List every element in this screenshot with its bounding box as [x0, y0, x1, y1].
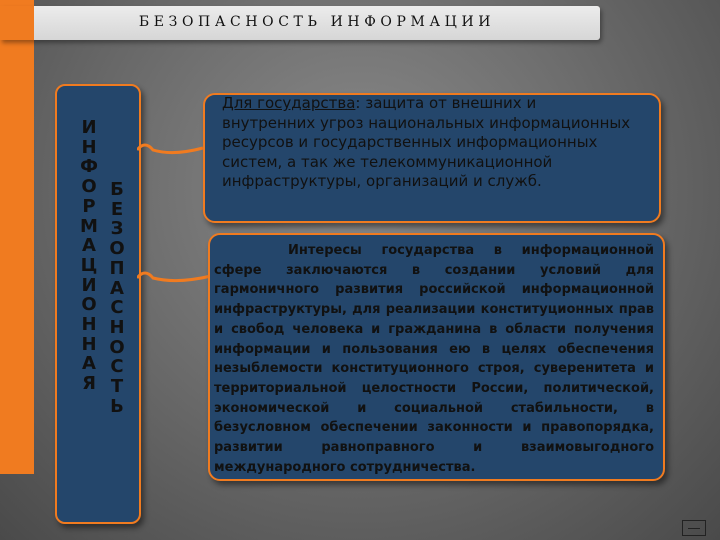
vertical-word-security: БЕЗОПАСНОСТЬ — [109, 179, 125, 417]
title-panel — [34, 6, 600, 40]
title-bar — [0, 6, 600, 40]
state-protection-text — [222, 94, 632, 192]
minimize-icon[interactable] — [682, 520, 706, 536]
state-interests-box — [208, 233, 665, 481]
page-title: БЕЗОПАСНОСТЬ ИНФОРМАЦИИ — [138, 14, 496, 30]
state-interests-text: Интересы государства в информационной сфере заключаются в создании условий для гармоничного развития российской информационной инфраструктуры, для реализации конституционных прав и свобод человека и гражданина в области получения информации и пользования ею в целях обеспечения незыблемости конституционного строя, суверенитета и территориальной целостности России, политической, экономической и социальной стабильности, в безусловном обеспечении законности и правопорядка, развитии равноправного и взаимовыгодного международного сотрудничества. — [214, 243, 654, 475]
left-accent-strip — [0, 0, 34, 474]
vertical-column-box — [55, 84, 141, 524]
state-label: Для государства — [222, 94, 356, 112]
minimize-dash — [688, 528, 700, 529]
connector-bottom — [137, 266, 217, 290]
vertical-word-informational: ИНФОРМАЦИОННАЯ — [80, 117, 98, 395]
state-protection-description: : защита от внешних и внутренних угроз национальных информационных ресурсов и государственных информационных систем, а так же телекоммуникационной инфраструктуры, организаций и служб. — [222, 94, 631, 190]
state-protection-box — [203, 93, 661, 223]
connector-top — [137, 138, 207, 162]
